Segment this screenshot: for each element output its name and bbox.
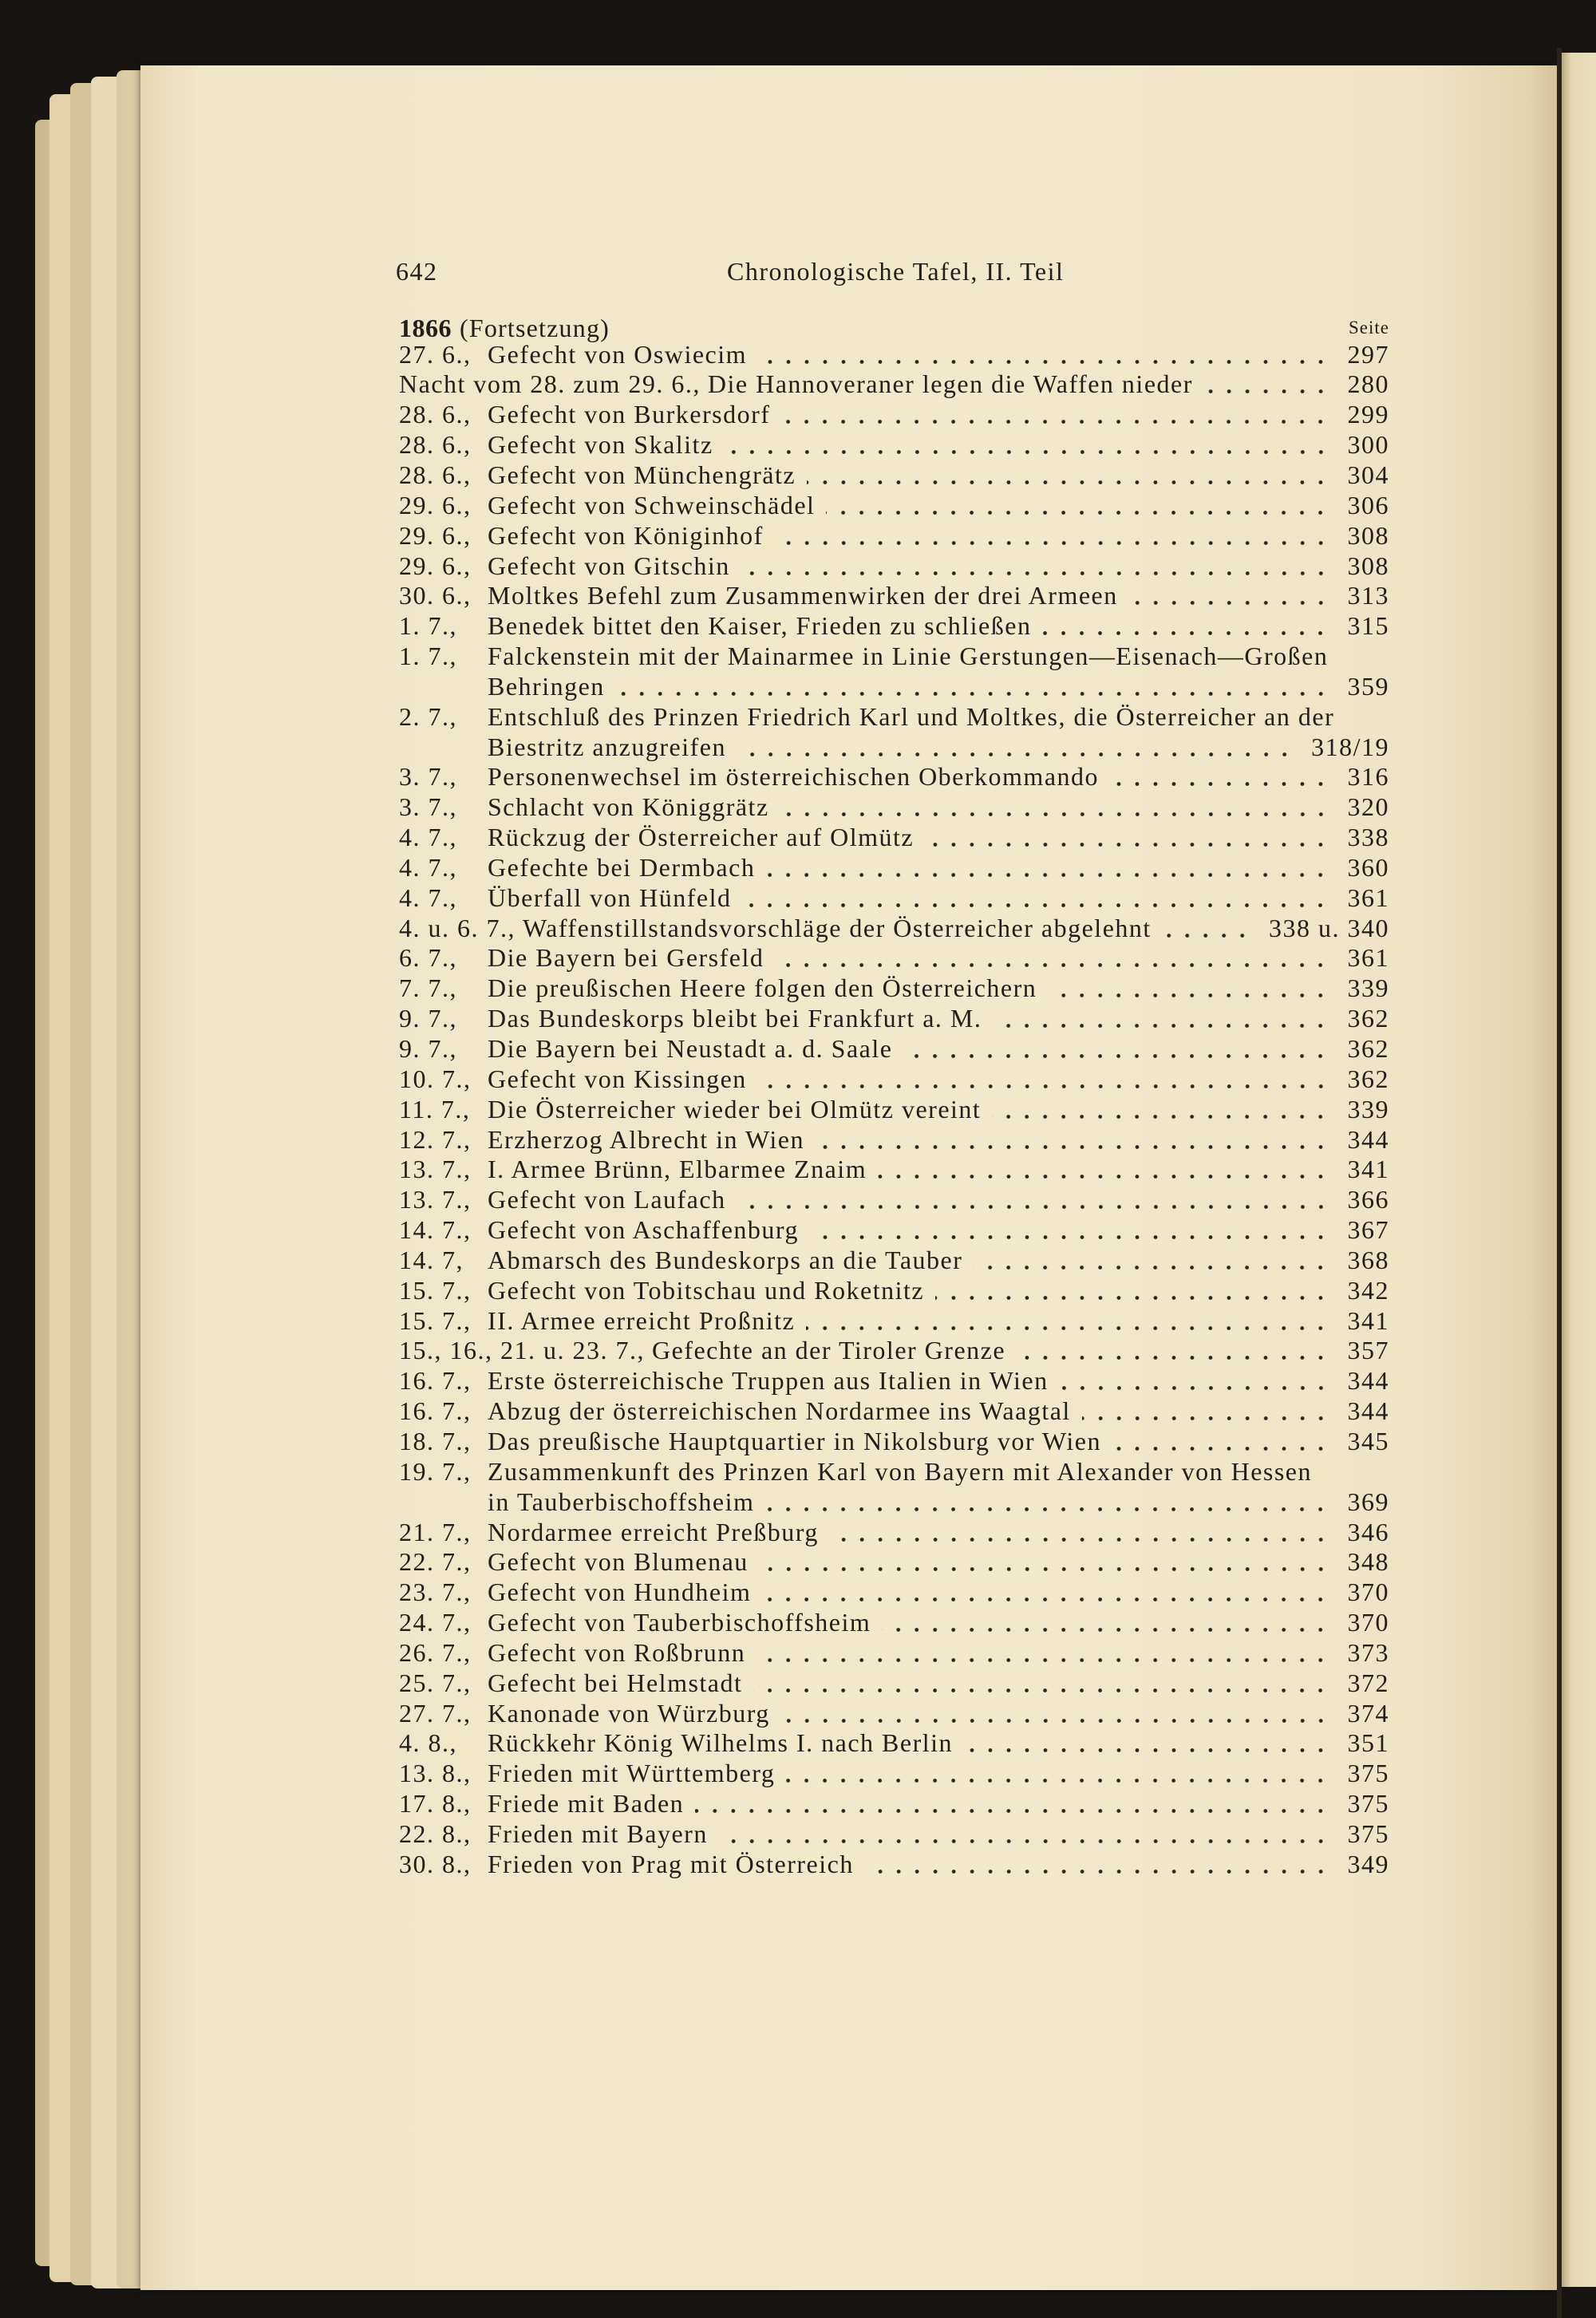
entry-title: Personenwechsel im österreichischen Oberkommando xyxy=(488,762,1100,792)
toc-entry xyxy=(399,430,1389,460)
entry-title: Gefecht von Münchengrätz xyxy=(488,460,796,489)
entry-page-number: 344 xyxy=(1347,1366,1389,1396)
dot-leader xyxy=(758,340,1329,370)
toc-entry xyxy=(399,1457,1389,1487)
toc-entry xyxy=(399,400,1389,430)
entry-page-number: 342 xyxy=(1347,1275,1389,1305)
entry-date: 6. 7., xyxy=(399,943,457,973)
dot-leader xyxy=(925,823,1329,853)
entry-title: II. Armee erreicht Proßnitz xyxy=(488,1305,796,1335)
entry-title: in Tauberbischoffsheim xyxy=(488,1487,755,1516)
entry-date: 13. 7., xyxy=(399,1155,472,1184)
entry-date: 9. 7., xyxy=(399,1004,457,1033)
entry-date: 15. 7., xyxy=(399,1305,472,1335)
toc-entry xyxy=(399,1185,1389,1215)
dot-leader xyxy=(993,1004,1329,1034)
entry-title: Abzug der österreichischen Nordarmee ins Waagtal xyxy=(488,1396,1071,1426)
entry-page-number: 315 xyxy=(1347,611,1389,641)
toc-entry xyxy=(399,369,1389,400)
dot-leader xyxy=(786,1759,1329,1789)
toc-entry xyxy=(399,1095,1389,1125)
entry-title: Überfall von Hünfeld xyxy=(488,883,732,912)
dot-leader xyxy=(1042,611,1329,642)
page-number: 642 xyxy=(396,257,438,286)
dot-leader xyxy=(1110,762,1329,792)
entry-title: Frieden mit Bayern xyxy=(488,1818,708,1848)
dot-leader xyxy=(760,1547,1330,1578)
dot-leader xyxy=(903,1034,1329,1064)
entry-page-number: 348 xyxy=(1347,1547,1389,1577)
toc-entry xyxy=(399,1819,1389,1850)
entry-page-number: 372 xyxy=(1347,1668,1389,1697)
entry-title: Moltkes Befehl zum Zusammenwirken der drei Armeen xyxy=(488,581,1118,610)
entry-date: 3. 7., xyxy=(399,762,457,792)
entry-title: Biestritz anzugreifen xyxy=(488,732,726,761)
entry-date: 13. 7., xyxy=(399,1185,472,1214)
entry-date: 17. 8., xyxy=(399,1789,472,1818)
entry-title: Die preußischen Heere folgen den Österreichern xyxy=(488,973,1037,1003)
entry-title: Rückzug der Österreicher auf Olmütz xyxy=(488,823,915,852)
page-column-label: Seite xyxy=(1349,318,1389,338)
toc-entry xyxy=(399,491,1389,521)
dot-leader xyxy=(935,1276,1329,1306)
entry-page-number: 344 xyxy=(1347,1124,1389,1154)
toc-entry xyxy=(399,521,1389,551)
dot-leader xyxy=(810,1215,1330,1246)
section-continuation: (Fortsetzung) xyxy=(460,314,610,342)
entry-page-number: 306 xyxy=(1347,490,1389,519)
dot-leader xyxy=(1204,369,1330,400)
entry-page-number: 375 xyxy=(1347,1818,1389,1848)
entry-page-number: 362 xyxy=(1347,1064,1389,1093)
dot-leader xyxy=(762,1578,1329,1608)
dot-leader xyxy=(974,1246,1329,1276)
dot-leader xyxy=(616,672,1330,702)
entry-title: Die Bayern bei Neustadt a. d. Saale xyxy=(488,1034,893,1063)
dot-leader xyxy=(807,460,1329,491)
entry-page-number: 357 xyxy=(1347,1336,1389,1365)
entry-title: Frieden von Prag mit Österreich xyxy=(488,1849,854,1878)
entry-title: Gefecht von Laufach xyxy=(488,1185,726,1214)
entry-page-number: 313 xyxy=(1347,581,1389,610)
section-heading xyxy=(399,313,1389,343)
dot-leader xyxy=(882,1608,1329,1638)
dot-leader xyxy=(742,883,1329,914)
toc-entry xyxy=(399,1850,1389,1880)
toc-entry xyxy=(399,1638,1389,1668)
dot-leader xyxy=(775,943,1329,973)
entry-title: Die Österreicher wieder bei Olmütz vereint xyxy=(488,1094,982,1123)
toc-entry xyxy=(399,943,1389,973)
entry-page-number: 308 xyxy=(1347,551,1389,580)
entry-page-number: 361 xyxy=(1347,883,1389,912)
dot-leader xyxy=(816,1125,1330,1155)
entry-date: 16. 7., xyxy=(399,1366,472,1396)
entry-date: 19. 7., xyxy=(399,1456,472,1486)
toc-entry xyxy=(399,1246,1389,1276)
entry-date: 7. 7., xyxy=(399,973,457,1003)
entry-page-number: 299 xyxy=(1347,400,1389,429)
toc-entry xyxy=(399,883,1389,914)
toc-entry xyxy=(399,1155,1389,1185)
dot-leader xyxy=(765,1487,1329,1518)
entry-page-number: 338 u. 340 xyxy=(1269,913,1389,942)
entry-date: 4. 7., xyxy=(399,823,457,852)
entry-page-number: 339 xyxy=(1347,973,1389,1003)
entry-page-number: 300 xyxy=(1347,430,1389,460)
toc-entry-continuation xyxy=(399,1487,1389,1518)
toc-entry xyxy=(399,702,1389,733)
entry-title: Gefecht von Aschaffenburg xyxy=(488,1215,799,1245)
dot-leader xyxy=(737,1185,1330,1215)
entry-title: Nordarmee erreicht Preßburg xyxy=(488,1517,819,1546)
toc-entry xyxy=(399,1366,1389,1396)
dot-leader xyxy=(781,400,1329,430)
entry-date: 12. 7., xyxy=(399,1124,472,1154)
entry-date: 30. 6., xyxy=(399,581,472,610)
entry-title: Kanonade von Würzburg xyxy=(488,1698,770,1728)
entry-page-number: 346 xyxy=(1347,1517,1389,1546)
entry-date: 29. 6., xyxy=(399,490,472,519)
entry-title: Gefecht von Kissingen xyxy=(488,1064,747,1093)
entry-page-number: 280 xyxy=(1347,369,1389,399)
dot-leader xyxy=(806,1306,1329,1337)
entry-page-number: 374 xyxy=(1347,1698,1389,1728)
entry-date: 1. 7., xyxy=(399,611,457,641)
entry-page-number: 345 xyxy=(1347,1426,1389,1455)
entry-date: 1. 7., xyxy=(399,642,457,671)
entry-title: Gefecht von Tauberbischoffsheim xyxy=(488,1608,871,1637)
entry-page-number: 338 xyxy=(1347,823,1389,852)
section-year: 1866 xyxy=(399,314,452,342)
entry-page-number: 370 xyxy=(1347,1578,1389,1607)
entry-date: 28. 6., xyxy=(399,400,472,429)
dot-leader xyxy=(757,1638,1329,1668)
entry-title: Gefecht von Königinhof xyxy=(488,520,764,550)
entry-date: 3. 7., xyxy=(399,792,457,822)
entry-page-number: 367 xyxy=(1347,1215,1389,1245)
entry-title: Erzherzog Albrecht in Wien xyxy=(488,1124,804,1154)
entry-title: Gefecht von Schweinschädel xyxy=(488,490,816,519)
dot-leader xyxy=(719,1819,1330,1850)
entry-date: 10. 7., xyxy=(399,1064,472,1093)
entry-title: Gefecht von Tobitschau und Roketnitz xyxy=(488,1275,925,1305)
entry-title: Gefecht von Skalitz xyxy=(488,430,713,460)
entry-date: 27. 7., xyxy=(399,1698,472,1728)
entry-title: Waffenstillstandsvorschläge der Österreicher abgelehnt xyxy=(523,913,1152,942)
dot-leader xyxy=(1017,1336,1329,1366)
entry-page-number: 359 xyxy=(1347,671,1389,701)
toc-entry xyxy=(399,1215,1389,1246)
entry-title: Das preußische Hauptquartier in Nikolsburg vor Wien xyxy=(488,1426,1101,1455)
entry-page-number: 344 xyxy=(1347,1396,1389,1426)
entry-page-number: 375 xyxy=(1347,1789,1389,1818)
entry-date: 14. 7, xyxy=(399,1245,464,1274)
toc-entry xyxy=(399,1064,1389,1095)
dot-leader xyxy=(830,1518,1330,1548)
entry-date: 26. 7., xyxy=(399,1637,472,1667)
toc-entry xyxy=(399,1728,1389,1759)
dot-leader xyxy=(775,521,1330,551)
entry-title: Gefecht von Gitschin xyxy=(488,551,730,580)
toc-entry-continuation xyxy=(399,672,1389,702)
entry-page-number: 341 xyxy=(1347,1155,1389,1184)
toc-entry xyxy=(399,460,1389,491)
entry-title: Zusammenkunft des Prinzen Karl von Bayern mit Alexander von Hessen xyxy=(488,1456,1312,1486)
dot-leader xyxy=(826,491,1329,521)
toc-entry xyxy=(399,340,1389,370)
entry-title: Erste österreichische Truppen aus Italien in Wien xyxy=(488,1366,1049,1396)
entry-date: 28. 6., xyxy=(399,430,472,460)
entry-date: 27. 6., xyxy=(399,339,472,369)
entry-date: 24. 7., xyxy=(399,1608,472,1637)
entry-date: 15., 16., 21. u. 23. 7., xyxy=(399,1336,645,1365)
entry-date: 4. u. 6. 7., xyxy=(399,913,516,942)
toc-entry xyxy=(399,1125,1389,1155)
entry-title: Rückkehr König Wilhelms I. nach Berlin xyxy=(488,1728,954,1758)
toc-entry xyxy=(399,611,1389,642)
entry-page-number: 370 xyxy=(1347,1608,1389,1637)
entry-title: Gefechte bei Dermbach xyxy=(488,852,756,882)
entry-title: Entschluß des Prinzen Friedrich Karl und Moltkes, die Österreicher an der xyxy=(488,701,1335,731)
entry-page-number: 316 xyxy=(1347,762,1389,792)
entry-page-number: 320 xyxy=(1347,792,1389,822)
entry-page-number: 375 xyxy=(1347,1759,1389,1788)
entry-title: Schlacht von Königgrätz xyxy=(488,792,769,822)
entry-title: Die Bayern bei Gersfeld xyxy=(488,943,764,973)
entry-page-number: 304 xyxy=(1347,460,1389,489)
running-head: Chronologische Tafel, II. Teil xyxy=(727,257,1065,286)
entry-date: 22. 8., xyxy=(399,1818,472,1848)
entry-page-number: 339 xyxy=(1347,1094,1389,1123)
dot-leader xyxy=(695,1789,1329,1819)
entry-title: Gefecht von Oswiecim xyxy=(488,339,748,369)
toc-entry xyxy=(399,642,1389,672)
toc-entry xyxy=(399,1396,1389,1427)
dot-leader xyxy=(766,853,1329,883)
toc-entry xyxy=(399,1336,1389,1366)
entry-date: 16. 7., xyxy=(399,1396,472,1426)
entry-date: 14. 7., xyxy=(399,1215,472,1245)
toc-entry xyxy=(399,551,1389,582)
toc-entry xyxy=(399,853,1389,883)
entry-page-number: 366 xyxy=(1347,1185,1389,1214)
entry-date: 18. 7., xyxy=(399,1426,472,1455)
entry-page-number: 351 xyxy=(1347,1728,1389,1758)
toc-entry xyxy=(399,823,1389,853)
toc-entry xyxy=(399,973,1389,1004)
dot-leader xyxy=(1129,581,1330,611)
dot-leader xyxy=(1163,914,1251,944)
toc-entry xyxy=(399,1034,1389,1064)
entry-date: 29. 6., xyxy=(399,551,472,580)
entry-title: Gefecht von Hundheim xyxy=(488,1578,752,1607)
toc-entry xyxy=(399,1699,1389,1729)
toc-entry xyxy=(399,1608,1389,1638)
dot-leader xyxy=(781,1699,1330,1729)
facing-page-edge xyxy=(1562,53,1596,2287)
dot-leader xyxy=(780,792,1330,823)
entry-page-number: 360 xyxy=(1347,852,1389,882)
toc-entry xyxy=(399,1004,1389,1034)
entry-title: Das Bundeskorps bleibt bei Frankfurt a. M. xyxy=(488,1004,982,1033)
entry-title: Gefecht bei Helmstadt xyxy=(488,1668,743,1697)
entry-date: 13. 8., xyxy=(399,1759,472,1788)
entry-page-number: 369 xyxy=(1347,1487,1389,1516)
entry-page-number: 318/19 xyxy=(1311,732,1389,761)
dot-leader xyxy=(737,733,1294,763)
toc-entry xyxy=(399,1547,1389,1578)
dot-leader xyxy=(758,1064,1330,1095)
dot-leader xyxy=(992,1095,1329,1125)
entry-title: Benedek bittet den Kaiser, Frieden zu schließen xyxy=(488,611,1032,641)
entry-date: 4. 7., xyxy=(399,883,457,912)
dot-leader xyxy=(964,1728,1329,1759)
toc-entry xyxy=(399,1276,1389,1306)
entry-page-number: 368 xyxy=(1347,1245,1389,1274)
entry-page-number: 341 xyxy=(1347,1305,1389,1335)
dot-leader xyxy=(753,1668,1329,1699)
toc-entry xyxy=(399,1306,1389,1337)
entry-date: 9. 7., xyxy=(399,1034,457,1063)
toc-entry xyxy=(399,1578,1389,1608)
toc-entry-continuation xyxy=(399,733,1389,763)
dot-leader xyxy=(1112,1427,1330,1457)
dot-leader xyxy=(1048,973,1329,1004)
entry-title: Die Hannoveraner legen die Waffen nieder xyxy=(707,369,1193,399)
entry-date: 15. 7., xyxy=(399,1275,472,1305)
toc-entry xyxy=(399,1668,1389,1699)
entry-date: 22. 7., xyxy=(399,1547,472,1577)
dot-leader xyxy=(878,1155,1329,1185)
entry-date: 30. 8., xyxy=(399,1849,472,1878)
entry-date: 29. 6., xyxy=(399,520,472,550)
toc-entry xyxy=(399,792,1389,823)
entry-title: Gefecht von Blumenau xyxy=(488,1547,749,1577)
entry-date: 4. 7., xyxy=(399,852,457,882)
toc-entry xyxy=(399,1759,1389,1789)
entry-date: 4. 8., xyxy=(399,1728,457,1758)
toc-entry xyxy=(399,762,1389,792)
toc-entry xyxy=(399,1789,1389,1819)
entry-page-number: 362 xyxy=(1347,1004,1389,1033)
entry-title: Gefechte an der Tiroler Grenze xyxy=(652,1336,1006,1365)
toc-entry xyxy=(399,1518,1389,1548)
entry-page-number: 297 xyxy=(1347,339,1389,369)
entry-date: 21. 7., xyxy=(399,1517,472,1546)
toc-entry xyxy=(399,1427,1389,1457)
entry-page-number: 361 xyxy=(1347,943,1389,973)
entry-title: I. Armee Brünn, Elbarmee Znaim xyxy=(488,1155,867,1184)
dot-leader xyxy=(741,551,1330,582)
entry-page-number: 349 xyxy=(1347,1849,1389,1878)
toc-entry xyxy=(399,914,1389,944)
entry-date: 25. 7., xyxy=(399,1668,472,1697)
dot-leader xyxy=(725,430,1330,460)
entry-title: Gefecht von Roßbrunn xyxy=(488,1637,746,1667)
entry-page-number: 308 xyxy=(1347,520,1389,550)
entry-date: Nacht vom 28. zum 29. 6., xyxy=(399,369,701,399)
dot-leader xyxy=(1082,1396,1330,1427)
entry-date: 11. 7., xyxy=(399,1094,471,1123)
entry-title: Abmarsch des Bundeskorps an die Tauber xyxy=(488,1245,963,1274)
dot-leader xyxy=(865,1850,1330,1880)
entry-title: Behringen xyxy=(488,671,605,701)
entry-title: Friede mit Baden xyxy=(488,1789,685,1818)
chronology-table xyxy=(399,340,1389,1880)
entry-title: Gefecht von Burkersdorf xyxy=(488,400,771,429)
entry-title: Falckenstein mit der Mainarmee in Linie Gerstungen—Eisenach—Großen xyxy=(488,642,1329,671)
entry-date: 2. 7., xyxy=(399,701,457,731)
toc-entry xyxy=(399,581,1389,611)
entry-page-number: 373 xyxy=(1347,1637,1389,1667)
dot-leader xyxy=(1060,1366,1330,1396)
entry-title: Frieden mit Württemberg xyxy=(488,1759,776,1788)
entry-date: 28. 6., xyxy=(399,460,472,489)
entry-date: 23. 7., xyxy=(399,1578,472,1607)
entry-page-number: 362 xyxy=(1347,1034,1389,1063)
